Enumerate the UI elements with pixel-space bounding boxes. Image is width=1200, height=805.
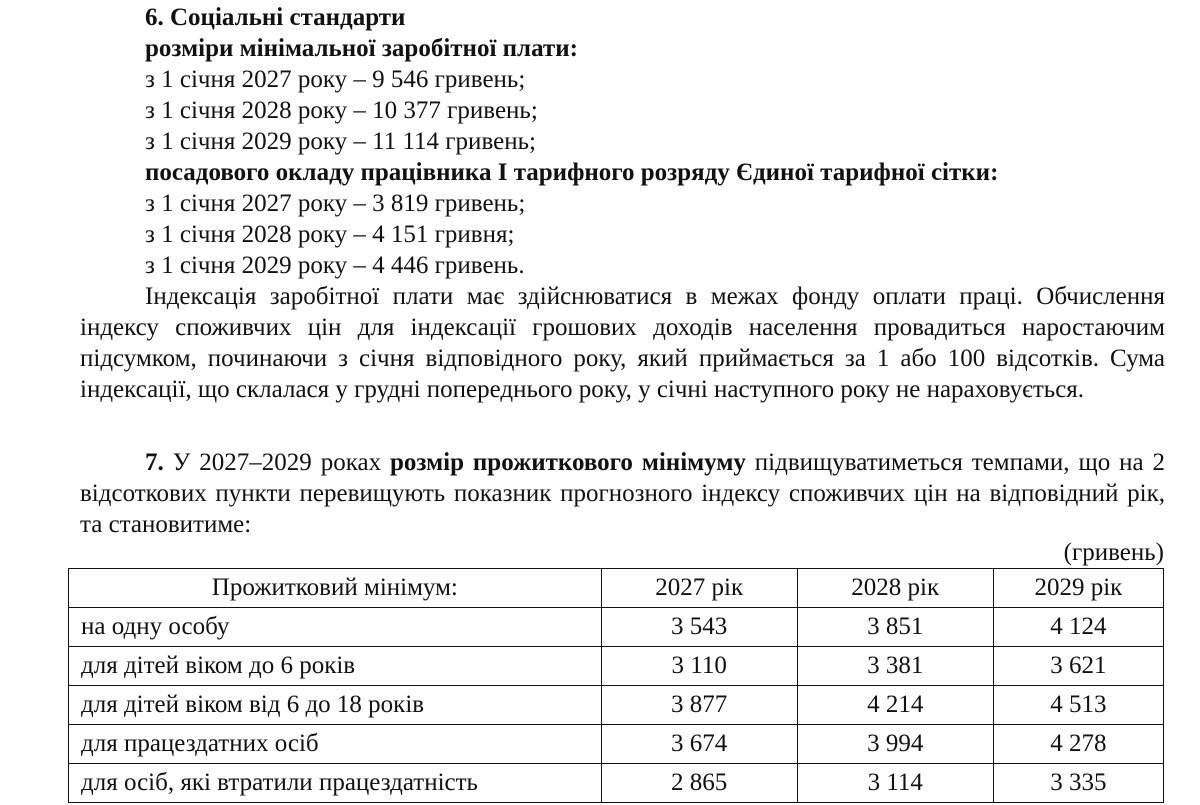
table-cell: 3 851 [797,608,993,647]
salary-item: з 1 січня 2029 року – 4 446 гривень. [145,252,525,279]
table-cell: 3 674 [601,725,797,764]
table-header-cell: 2027 рік [601,569,797,608]
subsistence-minimum-table [68,568,1164,803]
table-row [69,647,1164,686]
salary-heading: посадового окладу працівника І тарифного розряду Єдиної тарифної сітки: [145,159,999,186]
table-cell: 4 124 [993,608,1163,647]
table-row [69,686,1164,725]
table-header-cell: Прожитковий мінімум: [69,569,602,608]
section-7-text-before: У 2027–2029 роках [172,449,382,476]
table-header-row [69,569,1164,608]
table-unit-label: (гривень) [1063,539,1164,566]
min-wage-item: з 1 січня 2028 року – 10 377 гривень; [145,97,538,124]
section-7-number: 7. [145,449,164,476]
row-label: для працездатних осіб [69,725,602,764]
section-7-text-after: підвищуватиметься темпами, що на 2 відсоткових пункти перевищують показник прогнозного індексу споживчих цін на відповідний рік, та становитиме: [80,449,1165,538]
table-cell: 4 214 [797,686,993,725]
row-label: на одну особу [69,608,602,647]
table-header-cell: 2029 рік [993,569,1163,608]
table-cell: 3 543 [601,608,797,647]
row-label: для дітей віком від 6 до 18 років [69,686,602,725]
indexation-paragraph: Індексація заробітної плати має здійснюватися в межах фонду оплати праці. Обчислення індексу споживчих цін для індексації грошових доходів населення провадиться наростаючим підсумком, починаючи з січня відповідного року, який приймається за 1 або 100 відсотків. Сума індексації, що склалася у грудні попереднього року, у січні наступного року не нараховується. [80,283,1165,403]
table-cell: 4 513 [993,686,1163,725]
table-cell: 3 877 [601,686,797,725]
table-cell: 3 335 [993,764,1163,803]
min-wage-heading: розміри мінімальної заробітної плати: [145,35,578,62]
table-cell: 3 621 [993,647,1163,686]
section-7-bold-term: розмір прожиткового мінімуму [390,449,746,476]
table-cell: 3 381 [797,647,993,686]
row-label: для осіб, які втратили працездатність [69,764,602,803]
table-cell: 3 114 [797,764,993,803]
min-wage-item: з 1 січня 2029 року – 11 114 гривень; [145,128,536,155]
min-wage-item: з 1 січня 2027 року – 9 546 гривень; [145,66,526,93]
table-row [69,608,1164,647]
section-6-heading: 6. Соціальні стандарти [145,4,406,31]
table-cell: 4 278 [993,725,1163,764]
row-label: для дітей віком до 6 років [69,647,602,686]
salary-item: з 1 січня 2027 року – 3 819 гривень; [145,190,526,217]
table-cell: 2 865 [601,764,797,803]
table-row [69,764,1164,803]
table-header-cell: 2028 рік [797,569,993,608]
salary-item: з 1 січня 2028 року – 4 151 гривня; [145,221,515,248]
table-cell: 3 110 [601,647,797,686]
table-row [69,725,1164,764]
table-cell: 3 994 [797,725,993,764]
section-7-paragraph [80,447,1165,540]
